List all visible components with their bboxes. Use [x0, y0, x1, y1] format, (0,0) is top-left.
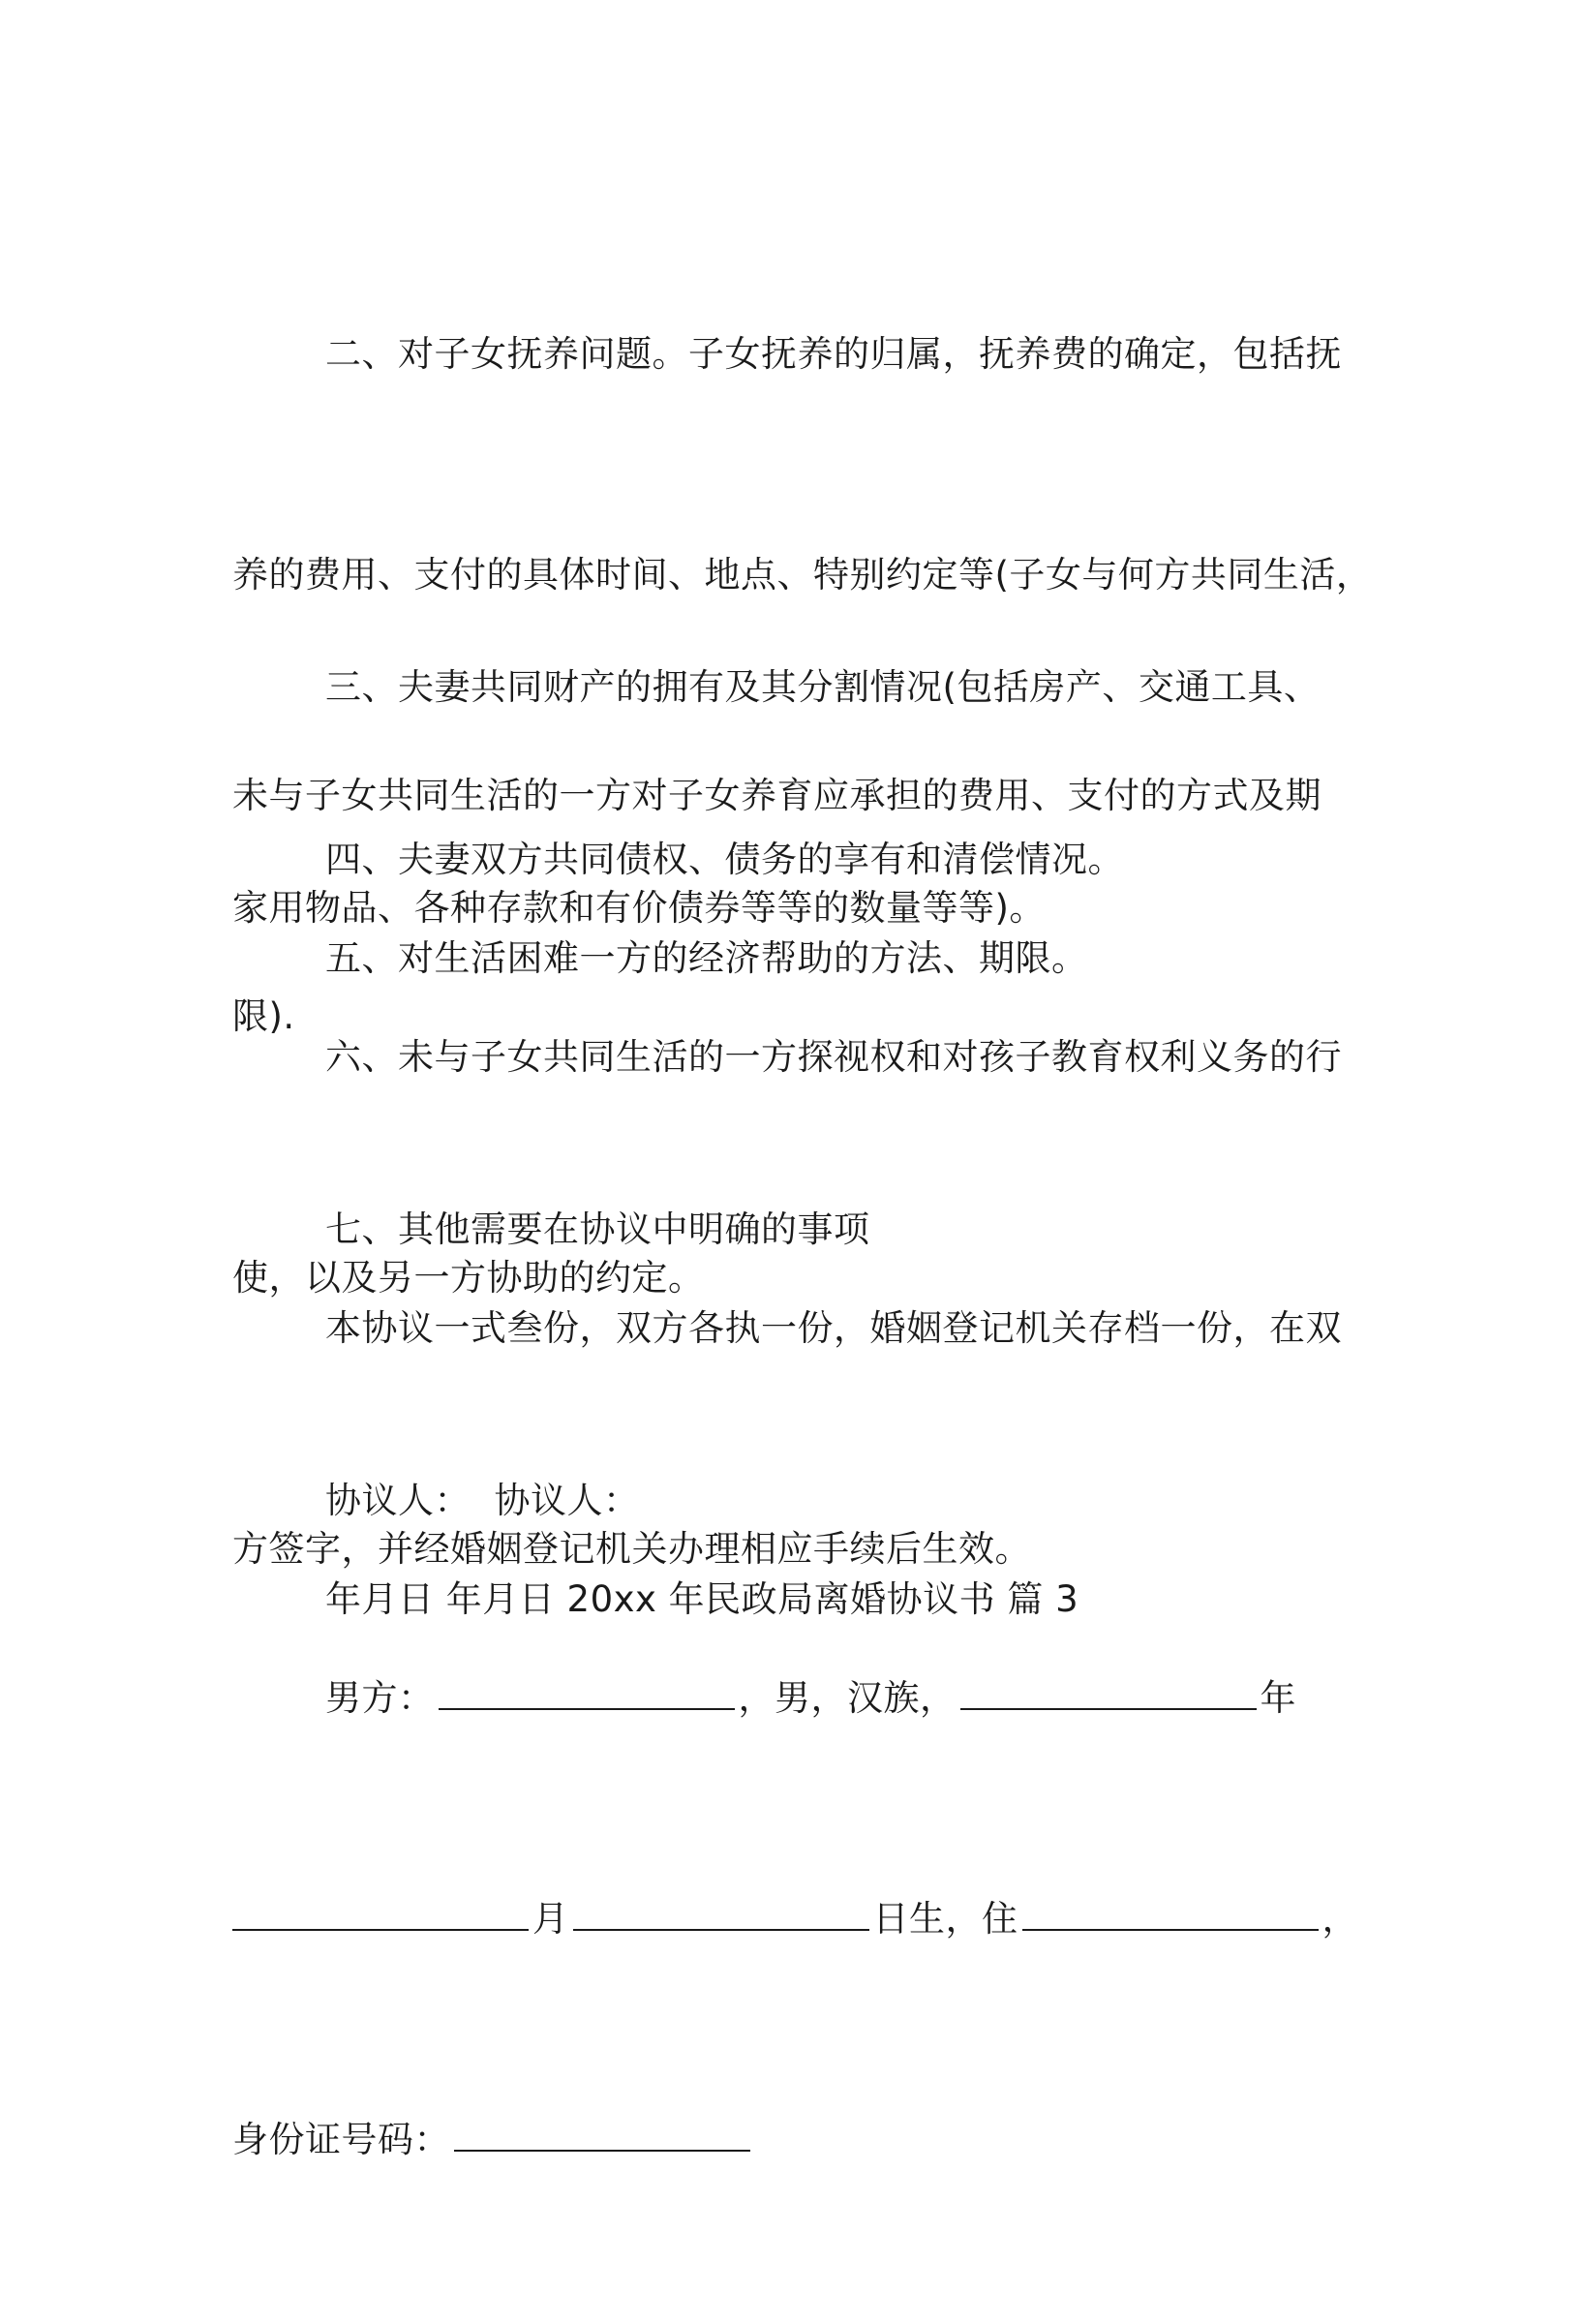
text-line: 五、对生活困难一方的经济帮助的方法、期限。 — [325, 937, 1088, 979]
residence-blank[interactable] — [1022, 1890, 1319, 1931]
text-line: 四、夫妻双方共同债权、债务的享有和清偿情况。 — [325, 839, 1124, 880]
id-label: 身份证号码： — [232, 2119, 450, 2160]
comma-text: ， — [1322, 1898, 1358, 1940]
text-line: 养的费用、支付的具体时间、地点、特别约定等(子女与何方共同生活， — [232, 554, 1373, 596]
text-line — [232, 1662, 1346, 1735]
text-line: 限). — [232, 995, 295, 1037]
id-number-blank[interactable] — [454, 2111, 750, 2152]
day-residence-label: 日生，住 — [872, 1898, 1018, 1940]
text-line: 本协议一式叁份，双方各执一份，婚姻登记机关存档一份，在双 — [325, 1307, 1342, 1349]
text-line — [232, 1882, 1358, 1956]
text-line: 未与子女共同生活的一方对子女养育应承担的费用、支付的方式及期 — [232, 775, 1322, 816]
text-line: 六、未与子女共同生活的一方探视权和对孩子教育权利义务的行 — [325, 1036, 1342, 1078]
birth-day-blank[interactable] — [573, 1890, 869, 1931]
birth-month-blank[interactable] — [232, 1890, 529, 1931]
birth-year-blank[interactable] — [960, 1669, 1257, 1710]
text-line: 使，以及另一方协助的约定。 — [232, 1257, 705, 1299]
male-label: 男方： — [325, 1677, 435, 1719]
text-line: 家用物品、各种存款和有价债券等等的数量等等)。 — [232, 887, 1046, 929]
text-line: 方签字，并经婚姻登记机关办理相应手续后生效。 — [232, 1528, 1031, 1570]
text-line: 三、夫妻共同财产的拥有及其分割情况(包括房产、交通工具、 — [325, 666, 1321, 708]
name-blank[interactable] — [439, 1669, 735, 1710]
text-line — [232, 2103, 1346, 2177]
text-line: 年月日 年月日 20xx 年民政局离婚协议书 篇 3 — [325, 1578, 1079, 1620]
male-party-form — [232, 1514, 1358, 2324]
male-mid-text: ，男，汉族， — [738, 1677, 957, 1719]
text-line: 七、其他需要在协议中明确的事项 — [325, 1208, 870, 1250]
month-label: 月 — [532, 1898, 569, 1940]
text-line: 协议人： 协议人： — [325, 1480, 640, 1521]
year-label: 年 — [1260, 1677, 1296, 1719]
text-line: 二、对子女抚养问题。子女抚养的归属，抚养费的确定，包括抚 — [325, 333, 1342, 375]
